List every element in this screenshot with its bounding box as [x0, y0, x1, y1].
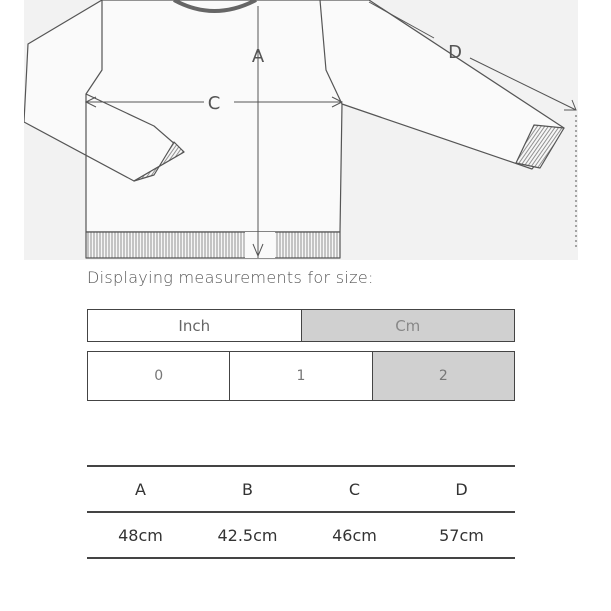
size-option-label: 1 — [296, 368, 306, 384]
sweater-measurement-diagram — [24, 0, 578, 260]
dimension-label-c: C — [207, 93, 221, 114]
column-header-a: A — [135, 479, 146, 499]
size-caption: Displaying measurements for size: — [87, 268, 374, 287]
unit-option-cm[interactable] — [301, 310, 515, 341]
unit-option-label: Cm — [395, 316, 421, 335]
table-header-row — [87, 466, 515, 512]
column-header-d: D — [455, 479, 468, 499]
unit-option-inch[interactable] — [88, 310, 301, 341]
size-option-label: 0 — [154, 368, 164, 384]
measurement-a: 48cm — [118, 525, 163, 545]
size-option-1[interactable] — [229, 352, 371, 400]
size-option-0[interactable] — [88, 352, 229, 400]
size-option-2[interactable] — [372, 352, 514, 400]
dimension-label-a: A — [251, 46, 265, 67]
unit-toggle — [87, 309, 515, 342]
size-option-label: 2 — [438, 368, 448, 384]
size-selector — [87, 351, 515, 401]
measurement-b: 42.5cm — [217, 525, 278, 545]
column-header-c: C — [348, 479, 361, 499]
measurement-c: 46cm — [332, 525, 377, 545]
measurement-d: 57cm — [439, 525, 484, 545]
unit-option-label: Inch — [178, 316, 211, 335]
dimension-label-d: D — [448, 42, 462, 63]
measurement-table — [87, 465, 515, 559]
column-header-b: B — [242, 479, 253, 499]
table-row — [87, 512, 515, 558]
